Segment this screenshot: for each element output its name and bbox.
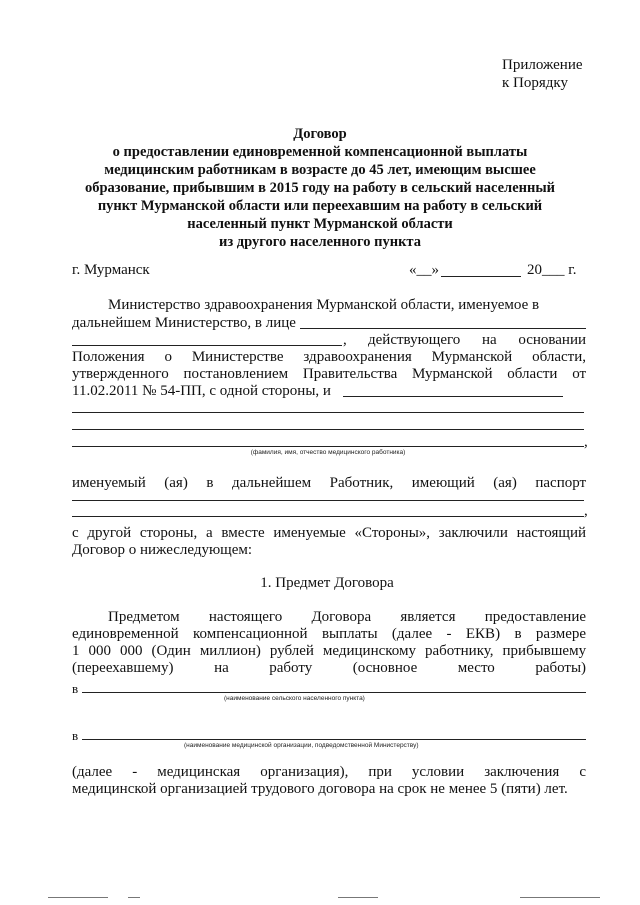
section1-line6: медицинской организацией трудового договора на срок не менее 5 (пяти) лет.: [72, 781, 568, 797]
title-line1: Договор: [293, 126, 347, 142]
worker-name-comma: ,: [584, 434, 588, 450]
intro-line4: Положения о Министерстве здравоохранения Мурманской области,: [72, 349, 587, 365]
passport-comma: ,: [584, 503, 588, 519]
title-line5: пункт Мурманской области или переехавшим на работу в сельский: [97, 198, 543, 214]
settlement-line: [82, 692, 586, 693]
intro-line1: Министерство здравоохранения Мурманской области, именуемое в: [108, 297, 540, 313]
intro-line6: 11.02.2011 № 54-ПП, с одной стороны, и: [72, 383, 331, 399]
worker-name-line1: [343, 396, 563, 397]
worker-name-line3: [72, 429, 584, 430]
organization-prefix: в: [72, 728, 79, 743]
appendix-line1: Приложение: [502, 57, 583, 73]
settlement-prefix: в: [72, 681, 79, 696]
intro-comma: ,: [343, 332, 347, 348]
scan-artifact-line4: [520, 897, 600, 898]
representative-line: [300, 328, 586, 329]
section1-line5: (далее - медицинская организация), при условии заключения с: [72, 764, 587, 780]
scan-artifact-line1: [48, 897, 108, 898]
passport-line2: [72, 516, 584, 517]
date-month-line: [441, 276, 521, 277]
intro-line5: утвержденного постановлением Правительства Мурманской области от: [72, 366, 587, 382]
appendix-line2: к Порядку: [502, 75, 568, 91]
title-line2: о предоставлении единовременной компенсационной выплаты: [112, 144, 528, 160]
title-line4: образование, прибывшим в 2015 году на работу в сельский населенный: [84, 180, 556, 196]
intro-line2: дальнейшем Министерство, в лице: [72, 315, 296, 331]
title-line3: медицинским работникам в возрасте до 45 лет, имеющим высшее: [104, 162, 536, 178]
scan-artifact-line2: [128, 897, 140, 898]
section1-line4: (переехавшему) на работу (основное место работы): [72, 660, 587, 676]
organization-caption: (наименование медицинской организации, подведомственной Министерству): [184, 742, 419, 749]
fio-caption: (фамилия, имя, отчество медицинского работника): [250, 449, 406, 456]
scan-artifact-line3: [338, 897, 378, 898]
section1-heading: 1. Предмет Договора: [260, 575, 394, 591]
worker-line2: с другой стороны, а вместе именуемые «Стороны», заключили настоящий: [72, 525, 587, 541]
worker-line1: именуемый (ая) в дальнейшем Работник, имеющий (ая) паспорт: [72, 475, 587, 491]
title-line7: из другого населенного пункта: [219, 234, 421, 250]
date-day: «__»: [409, 262, 439, 278]
date-year: 20___ г.: [527, 262, 577, 278]
organization-line: [82, 739, 586, 740]
representative-line2: [72, 345, 342, 346]
worker-name-line4: [72, 446, 584, 447]
passport-line1: [72, 500, 584, 501]
worker-name-line2: [72, 412, 584, 413]
title-line6: населенный пункт Мурманской области: [187, 216, 453, 232]
section1-line1: Предметом настоящего Договора является предоставление: [108, 609, 587, 625]
section1-line3: 1 000 000 (Один миллион) рублей медицинскому работнику, прибывшему: [72, 643, 587, 659]
settlement-caption: (наименование сельского населенного пункта): [224, 695, 365, 702]
worker-line3: Договор о нижеследующем:: [72, 542, 253, 558]
city: г. Мурманск: [72, 262, 150, 278]
intro-line3: действующего на основании: [368, 332, 587, 348]
section1-line2: единовременной компенсационной выплаты (далее - ЕКВ) в размере: [72, 626, 587, 642]
